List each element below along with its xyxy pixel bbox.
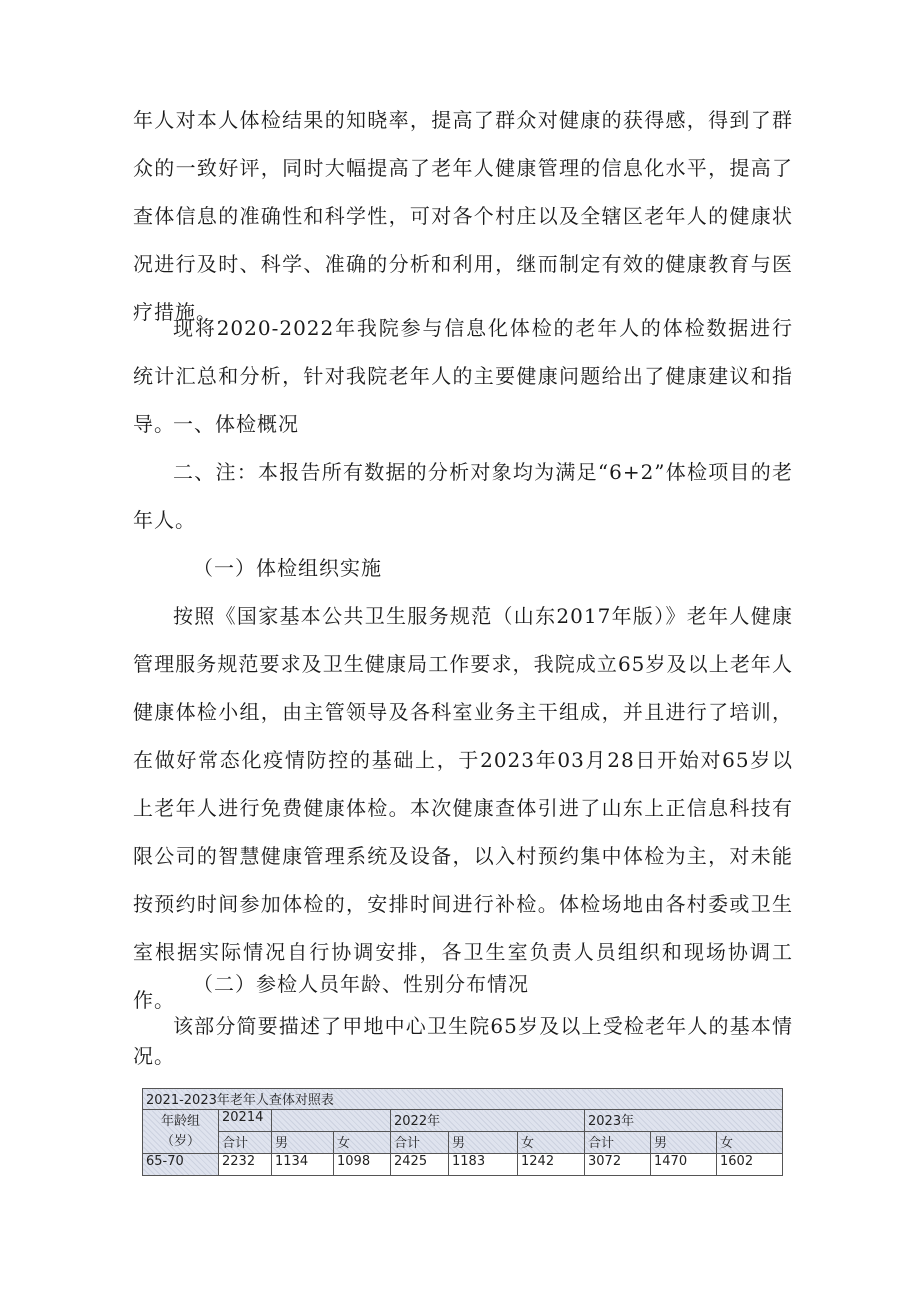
exam-comparison-table	[142, 1088, 783, 1176]
table-cell: 1183	[449, 1154, 518, 1176]
sub-header-male: 男	[272, 1132, 334, 1154]
table-cell: 2425	[391, 1154, 449, 1176]
table-cell: 1470	[651, 1154, 717, 1176]
heading-subsection-2: （二）参检人员年龄、性别分布情况	[193, 972, 529, 996]
sub-header-female: 女	[717, 1132, 783, 1154]
year-header-2021: 20214	[219, 1110, 272, 1132]
sub-header-total: 合计	[585, 1132, 651, 1154]
table-title: 2021-2023年老年人查体对照表	[143, 1089, 783, 1110]
table-cell: 1242	[518, 1154, 585, 1176]
table-row	[143, 1154, 783, 1176]
heading-subsection-1: （一）体检组织实施	[193, 556, 382, 580]
table-cell: 1134	[272, 1154, 334, 1176]
age-group-header: 年龄组（岁）	[143, 1110, 219, 1154]
sub-header-female: 女	[518, 1132, 585, 1154]
year-header-blank	[272, 1110, 391, 1132]
table-cell: 1602	[717, 1154, 783, 1176]
sub-header-male: 男	[651, 1132, 717, 1154]
table-cell: 1098	[334, 1154, 391, 1176]
paragraph-organization: 按照《国家基本公共卫生服务规范（山东2017年版）》老年人健康管理服务规范要求及卫生健康局工作要求，我院成立65岁及以上老年人健康体检小组，由主管领导及各科室业务主干组成，并且进行了培训，在做好常态化疫情防控的基础上，于2023年03月28日开始对65岁以上老年人进行免费健康体检。本次健康查体引进了山东上正信息科技有限公司的智慧健康管理系统及设备，以入村预约集中体检为主，对未能按预约时间参加体检的，安排时间进行补检。体检场地由各村委或卫生室根据实际情况自行协调安排，各卫生室负责人员组织和现场协调工作。	[133, 604, 793, 1012]
paragraph-summary: 现将2020-2022年我院参与信息化体检的老年人的体检数据进行统计汇总和分析，针对我院老年人的主要健康问题给出了健康建议和指导。	[133, 316, 793, 436]
heading-section-1: 一、体检概况	[173, 412, 299, 436]
paragraph-description: 该部分简要描述了甲地中心卫生院65岁及以上受检老年人的基本情况。	[133, 1014, 793, 1068]
year-header-2023: 2023年	[585, 1110, 783, 1132]
paragraph-intro: 年人对本人体检结果的知晓率，提高了群众对健康的获得感，得到了群众的一致好评，同时大幅提高了老年人健康管理的信息化水平，提高了查体信息的准确性和科学性，可对各个村庄以及全辖区老年人的健康状况进行及时、科学、准确的分析和利用，继而制定有效的健康教育与医疗措施。	[133, 108, 793, 324]
table-cell: 2232	[219, 1154, 272, 1176]
sub-header-total: 合计	[219, 1132, 272, 1154]
sub-header-total: 合计	[391, 1132, 449, 1154]
year-header-2022: 2022年	[391, 1110, 585, 1132]
table-cell: 3072	[585, 1154, 651, 1176]
sub-header-male: 男	[449, 1132, 518, 1154]
sub-header-female: 女	[334, 1132, 391, 1154]
row-age-label: 65-70	[143, 1154, 219, 1176]
paragraph-note: 二、注：本报告所有数据的分析对象均为满足“6+2”体检项目的老年人。	[133, 460, 793, 532]
